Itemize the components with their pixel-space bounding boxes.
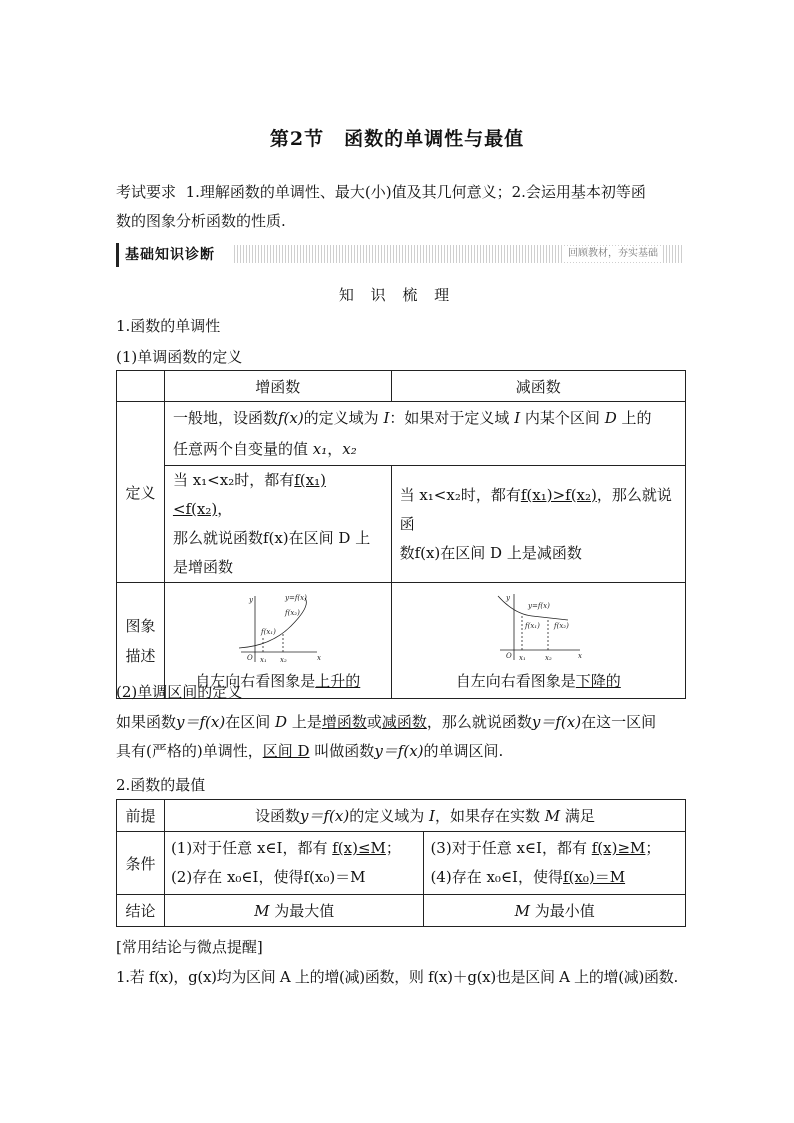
text: 自左向右看图象是	[455, 672, 576, 690]
fx1-label: f(x₁)	[260, 628, 276, 636]
underlined-answer: 区间 D	[262, 742, 310, 760]
math: M	[254, 902, 270, 920]
math: x₂	[342, 439, 357, 458]
common-definition	[164, 402, 685, 466]
table-cell	[117, 371, 165, 402]
exam-requirement-line-2: 数的图象分析函数的性质.	[116, 212, 286, 230]
text: 或	[366, 713, 382, 731]
math: y＝f(x)	[176, 713, 226, 731]
text: 在这一区间	[581, 713, 657, 731]
row-label-condition: 条件	[117, 832, 165, 895]
exam-requirement-text-1: 1.理解函数的单调性、最大(小)值及其几何意义；2.会运用基本初等函	[185, 183, 646, 201]
table-row	[117, 895, 686, 927]
common-definition-line-1	[173, 403, 679, 434]
increasing-definition-line-1	[173, 466, 385, 524]
math: x₁	[312, 439, 328, 458]
text: 自左向右看图象是	[195, 672, 316, 690]
decreasing-definition-line-2: 数f(x)在区间 D 上是减函数	[399, 543, 582, 562]
row-label-conclusion: 结论	[117, 895, 165, 927]
min-conditions	[424, 832, 686, 895]
text: 如果函数	[116, 713, 177, 731]
exam-requirement	[116, 178, 684, 236]
condition-4	[430, 863, 679, 892]
curve-label: y=f(x)	[528, 602, 551, 610]
premise-text	[164, 800, 685, 832]
curve-label: y=f(x)	[284, 594, 307, 602]
table-row	[117, 466, 686, 583]
max-conditions	[164, 832, 424, 895]
exam-requirement-label: 考试要求	[116, 183, 177, 201]
x2-label: x₂	[545, 654, 553, 662]
text: ，	[327, 439, 343, 458]
text: 当 x₁<x₂时，都有	[172, 471, 295, 489]
row-label-premise: 前提	[117, 800, 165, 832]
text: ；	[645, 839, 661, 857]
underlined-answer: 减函数	[381, 713, 427, 731]
fx2-label: f(x₂)	[284, 609, 300, 617]
text: (3)对于任意 x∈I，都有	[430, 839, 587, 857]
table-row	[117, 832, 686, 895]
conclusion-max	[164, 895, 424, 927]
conclusion-min	[424, 895, 686, 927]
banner-label: 基础知识诊断	[116, 243, 221, 267]
text: 上是	[291, 713, 322, 731]
extremum-table	[116, 799, 686, 927]
text: 上的	[621, 408, 652, 427]
text: ，如果存在实数	[434, 807, 540, 825]
math: I	[429, 807, 435, 825]
text: 具有(严格的)单调性，	[116, 742, 263, 760]
math: y＝f(x)	[374, 742, 424, 760]
text: 内某个区间	[524, 408, 600, 427]
y-label: y	[506, 594, 511, 602]
condition-1	[171, 834, 418, 863]
text: 的单调区间.	[423, 742, 504, 760]
tips-item-1: 1.若 f(x)，g(x)均为区间 A 上的增(减)函数，则 f(x)＋g(x)也是区间 A 上的增(减)函数.	[116, 968, 678, 986]
banner-right-text: 回顾教材，夯实基础	[564, 246, 662, 262]
increasing-curve	[239, 598, 306, 648]
origin-label: O	[246, 654, 253, 662]
decreasing-graph	[492, 592, 584, 664]
text: (1)对于任意 x∈I，都有	[170, 839, 328, 857]
interval-definition-line-1	[116, 708, 686, 737]
x-label: x	[316, 654, 321, 662]
x1-label: x₁	[519, 654, 527, 662]
header-increasing: 增函数	[164, 371, 391, 402]
underlined-answer: 增函数	[321, 713, 367, 731]
math: M	[544, 807, 561, 825]
section-2-heading: 2.函数的最值	[116, 776, 206, 794]
interval-definition-line-2	[116, 737, 686, 766]
table-row	[117, 402, 686, 466]
exam-requirement-line-1	[116, 178, 684, 207]
row-label-definition: 定义	[117, 402, 165, 583]
underlined-answer: 下降的	[575, 672, 621, 690]
text: 的定义域为	[303, 408, 379, 427]
math: f(x)	[277, 408, 304, 427]
increasing-definition-line-3: 是增函数	[172, 558, 233, 576]
section-1-subheading-2: (2)单调区间的定义	[116, 683, 243, 701]
table-row	[117, 371, 686, 402]
condition-3	[430, 834, 679, 863]
math: D	[275, 713, 288, 731]
decreasing-definition	[391, 466, 685, 583]
row-label-graph-2: 描述	[125, 646, 156, 665]
text: 为最大值	[274, 902, 335, 920]
math: I	[383, 408, 390, 427]
origin-label: O	[506, 652, 513, 660]
tips-heading: [常用结论与微点提醒]	[116, 938, 263, 956]
underlined-answer: 上升的	[315, 672, 361, 690]
text: 设函数	[255, 807, 301, 825]
text: ，那么就说函数	[426, 713, 532, 731]
section-banner	[116, 243, 684, 267]
increasing-definition-line-2: 那么就说函数f(x)在区间 D 上	[172, 529, 371, 547]
text: 一般地，设函数	[172, 408, 278, 427]
text: 满足	[564, 807, 595, 825]
math: I	[514, 408, 521, 427]
condition-2: (2)存在 x₀∈I，使得f(x₀)＝M	[170, 868, 366, 886]
math: M	[514, 902, 530, 920]
decreasing-graph-cell	[391, 583, 685, 699]
text: ；	[385, 839, 401, 857]
decreasing-caption	[398, 670, 679, 691]
underlined-answer: f(x)≥M	[591, 839, 646, 857]
fx2-label: f(x₂)	[554, 622, 570, 630]
math: y＝f(x)	[531, 713, 582, 731]
table-row	[117, 800, 686, 832]
fx1-label: f(x₁)	[525, 622, 541, 630]
underlined-answer: f(x)≤M	[332, 839, 386, 857]
underlined-answer: f(x₁)>f(x₂)	[520, 485, 597, 504]
text: 为最小值	[534, 902, 595, 920]
text: ：如果对于定义域	[389, 408, 510, 427]
row-label-graph-1: 图象	[125, 616, 156, 635]
increasing-definition	[164, 466, 391, 583]
text: 任意两个自变量的值	[172, 439, 308, 458]
x-label: x	[578, 652, 583, 660]
section-1-heading: 1.函数的单调性	[116, 317, 221, 335]
text: 在区间	[225, 713, 271, 731]
section-1-subheading: (1)单调函数的定义	[116, 348, 243, 366]
text: (4)存在 x₀∈I，使得	[430, 868, 563, 886]
y-label: y	[248, 596, 253, 604]
interval-definition	[116, 708, 686, 766]
common-definition-line-2	[173, 434, 679, 465]
x1-label: x₁	[259, 656, 267, 664]
text: 当 x₁<x₂时，都有	[399, 485, 521, 504]
math: D	[604, 408, 617, 427]
text: ，那么就说函	[399, 485, 672, 533]
underlined-answer: f(x₁)<f(x₂)	[172, 471, 326, 518]
page-title: 第2节 函数的单调性与最值	[269, 128, 525, 150]
x2-label: x₂	[279, 656, 287, 664]
underlined-answer: f(x₀)＝M	[562, 868, 626, 886]
text: 叫做函数	[314, 742, 375, 760]
header-decreasing: 减函数	[391, 371, 685, 402]
text: ，	[217, 500, 233, 518]
text: 的定义域为	[349, 807, 425, 825]
increasing-graph	[233, 592, 323, 664]
math: y＝f(x)	[300, 807, 350, 825]
subsection-title: 知 识 梳 理	[338, 286, 456, 304]
monotonic-table	[116, 370, 686, 699]
decreasing-definition-line-1	[400, 481, 679, 539]
